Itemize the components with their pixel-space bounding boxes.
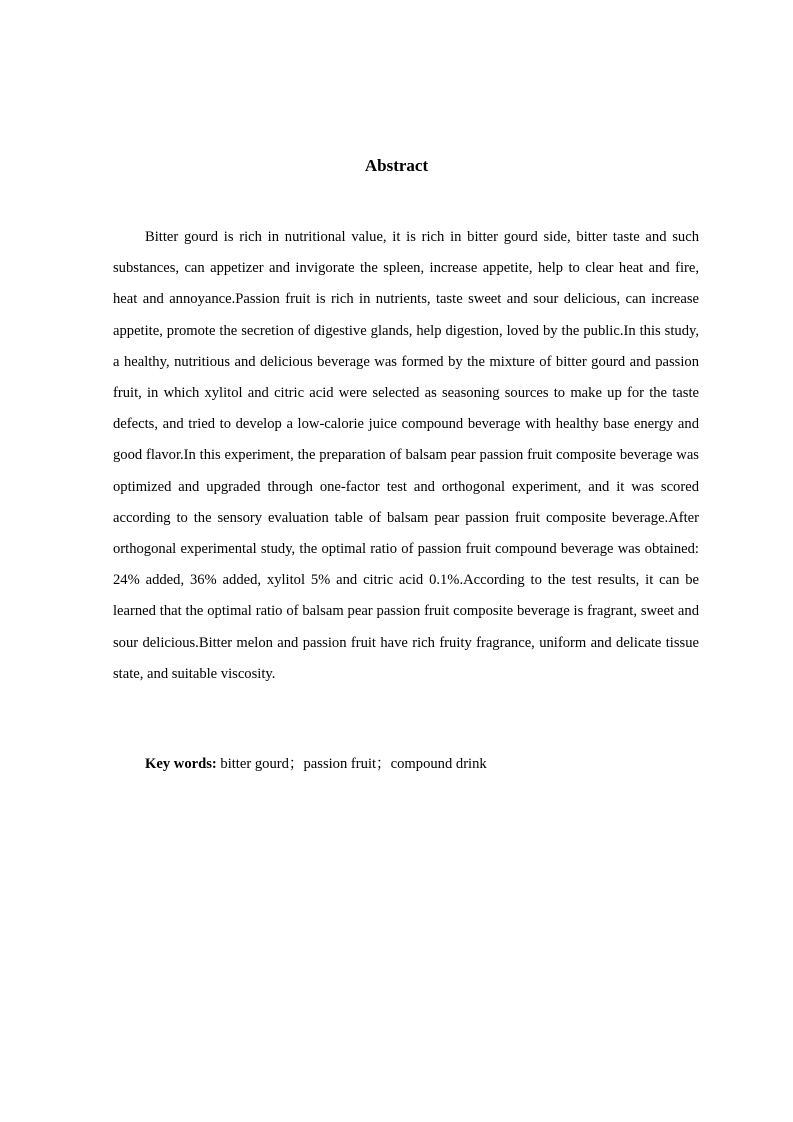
keywords-list: bitter gourd；passion fruit；compound drink <box>220 756 487 772</box>
abstract-body: Bitter gourd is rich in nutritional value, it is rich in bitter gourd side, bitter taste and such substances, can appetizer and invigorate the spleen, increase appetite, help to clear heat and fire, heat and annoyance.Passion fruit is rich in nutrients, taste sweet and sour delicious, can increase appetite, promote the secretion of digestive glands, help digestion, loved by the public.In this study, a healthy, nutritious and delicious beverage was formed by the mixture of bitter gourd and passion fruit, in which xylitol and citric acid were selected as seasoning sources to make up for the taste defects, and tried to develop a low-calorie juice compound beverage with healthy base energy and good flavor.In this experiment, the preparation of balsam pear passion fruit composite beverage was optimized and upgraded through one-factor test and orthogonal experiment, and it was scored according to the sensory evaluation table of balsam pear passion fruit composite beverage.After orthogonal experimental study, the optimal ratio of passion fruit compound beverage was obtained: 24% added, 36% added, xylitol 5% and citric acid 0.1%.According to the test results, it can be learned that the optimal ratio of balsam pear passion fruit composite beverage is fragrant, sweet and sour delicious.Bitter melon and passion fruit have rich fruity fragrance, uniform and delicate tissue state, and suitable viscosity. <box>113 229 699 682</box>
abstract-title: Abstract <box>364 156 429 175</box>
keywords-line <box>145 752 705 776</box>
keywords-label: Key words: <box>145 756 217 772</box>
